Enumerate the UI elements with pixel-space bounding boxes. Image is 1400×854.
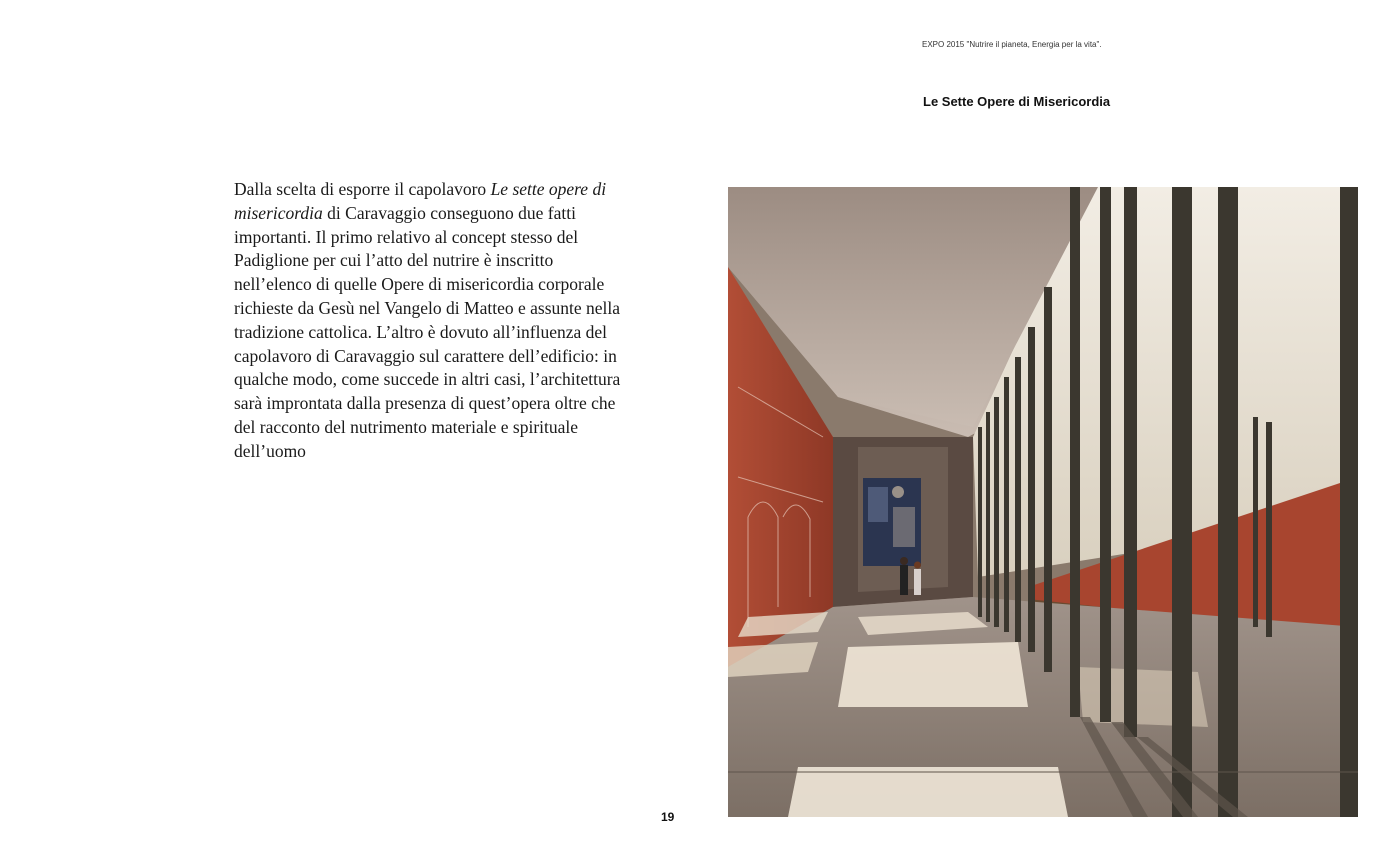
- section-title: Le Sette Opere di Misericordia: [923, 94, 1111, 109]
- header-note: EXPO 2015 "Nutrire il pianeta, Energia per la vita".: [922, 40, 1102, 49]
- text-line: nell’elenco di quelle Opere di misericordia corporale: [234, 274, 605, 295]
- page-number: 19: [661, 810, 675, 824]
- render-illustration: [728, 187, 1358, 817]
- text-line: qualche modo, come succede in altri casi, l’architettura: [234, 369, 621, 390]
- text-line: sarà improntata dalla presenza di quest’opera oltre che: [234, 393, 616, 414]
- text-line: misericordia di Caravaggio conseguono due fatti: [234, 202, 576, 223]
- text-line: dell’uomo: [234, 440, 306, 461]
- text-line: del racconto del nutrimento materiale e spirituale: [234, 416, 579, 437]
- visitor-figure: [900, 565, 908, 595]
- text-line: tradizione cattolica. L’altro è dovuto all’influenza del: [234, 321, 608, 342]
- text-line: capolavoro di Caravaggio sul carattere dell’edificio: in: [234, 345, 617, 366]
- text-line: importanti. Il primo relativo al concept stesso del: [234, 226, 579, 247]
- text-line: Padiglione per cui l’atto del nutrire è inscritto: [234, 250, 554, 271]
- body-paragraph: [234, 178, 654, 464]
- text-line: Dalla scelta di esporre il capolavoro Le sette opere di: [234, 179, 607, 199]
- pavilion-interior-render: [728, 187, 1358, 817]
- text-line: richieste da Gesù nel Vangelo di Matteo e assunte nella: [234, 297, 621, 318]
